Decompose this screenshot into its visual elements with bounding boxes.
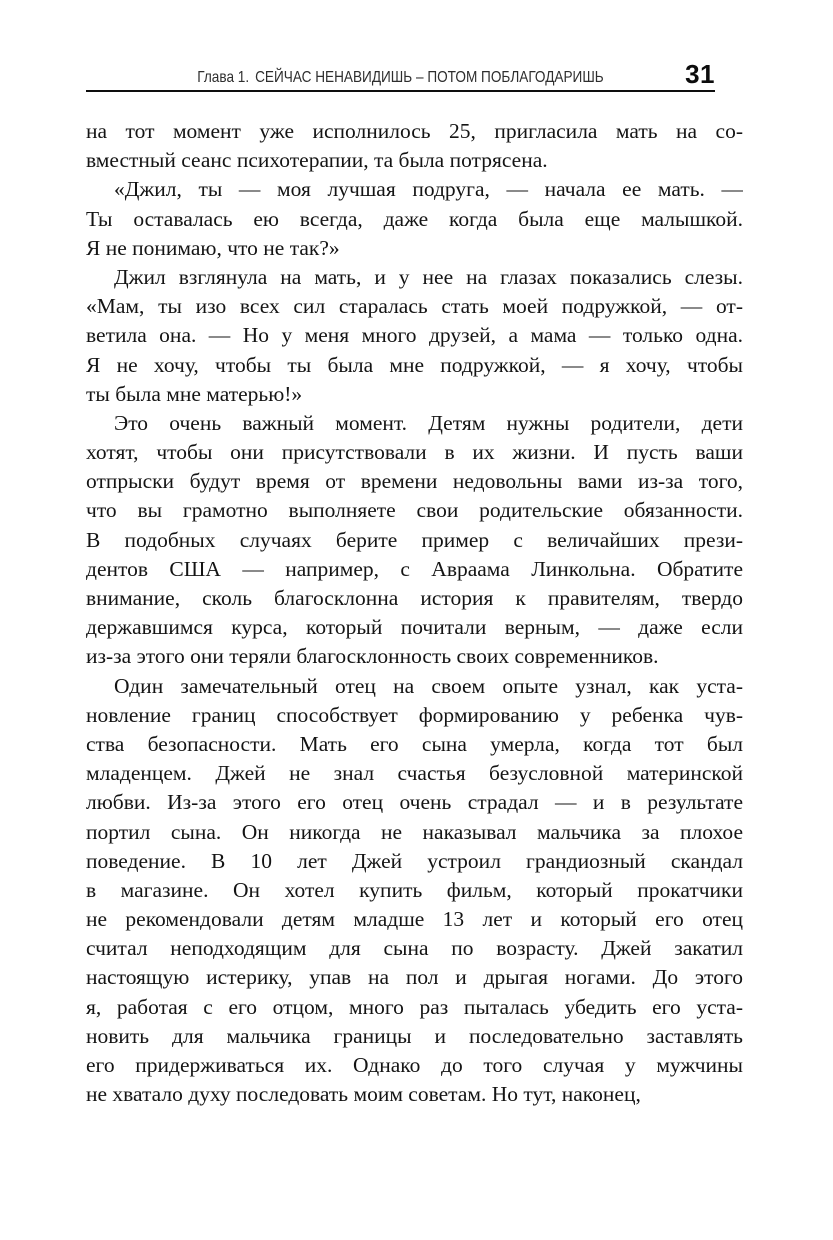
chapter-title: СЕЙЧАС НЕНАВИДИШЬ – ПОТОМ ПОБЛАГОДАРИШЬ: [255, 69, 604, 86]
text-line: державшимся курса, который почитали верным, — даже если: [86, 615, 743, 640]
text-line: Я не понимаю, что не так?»: [86, 235, 340, 260]
text-line: из-за этого они теряли благосклонность своих современников.: [86, 644, 659, 669]
body-text: [86, 117, 743, 1109]
text-line: на тот момент уже исполнилось 25, пригласила мать на со-: [86, 119, 743, 143]
text-line: поведение. В 10 лет Джей устроил грандиозный скандал: [86, 848, 743, 873]
paragraph: [86, 117, 743, 175]
paragraph: [86, 175, 743, 263]
text-line: считал неподходящим для сына по возрасту. Джей закатил: [86, 936, 743, 961]
text-line: дентов США — например, с Авраама Линкольна. Обратите: [86, 556, 743, 581]
text-line: Это очень важный момент. Детям нужны родители, дети: [114, 410, 743, 435]
text-line: хотят, чтобы они присутствовали в их жизни. И пусть ваши: [86, 440, 743, 465]
text-line: не рекомендовали детям младше 13 лет и который его отец: [86, 907, 743, 932]
running-head-title: [133, 69, 668, 87]
text-line: В подобных случаях берите пример с величайших прези-: [86, 527, 743, 552]
paragraph: [86, 263, 743, 409]
text-line: ства безопасности. Мать его сына умерла, когда тот был: [86, 731, 743, 756]
page-number: 31: [685, 59, 715, 89]
text-line: новление границ способствует формированию у ребенка чув-: [86, 702, 743, 727]
text-line: вместный сеанс психотерапии, та была потрясена.: [86, 148, 548, 173]
text-line: Джил взглянула на мать, и у нее на глазах показались слезы.: [114, 264, 743, 289]
text-line: внимание, сколь благосклонна история к правителям, твердо: [86, 586, 743, 610]
text-line: что вы грамотно выполняете свои родительские обязанности.: [86, 498, 743, 523]
text-line: младенцем. Джей не знал счастья безусловной материнской: [86, 761, 743, 786]
text-line: не хватало духу последовать моим советам. Но тут, наконец,: [86, 1082, 641, 1107]
text-line: в магазине. Он хотел купить фильм, который прокатчики: [86, 877, 743, 902]
paragraph: [86, 409, 743, 672]
paragraph: [86, 672, 743, 1110]
text-line: Один замечательный отец на своем опыте узнал, как уста-: [114, 673, 743, 698]
text-line: Я не хочу, чтобы ты была мне подружкой, — я хочу, чтобы: [86, 352, 743, 377]
text-line: портил сына. Он никогда не наказывал мальчика за плохое: [86, 819, 743, 844]
text-line: ты была мне матерью!»: [86, 381, 303, 406]
text-line: «Джил, ты — моя лучшая подруга, — начала ее мать. —: [114, 177, 743, 202]
text-line: его придерживаться их. Однако до того случая у мужчины: [86, 1053, 743, 1077]
text-line: новить для мальчика границы и последовательно заставлять: [86, 1023, 743, 1048]
text-line: я, работая с его отцом, много раз пыталась убедить его уста-: [86, 994, 743, 1019]
chapter-label: Глава 1.: [197, 69, 250, 86]
page-header: [86, 59, 715, 92]
text-line: «Мам, ты изо всех сил старалась стать моей подружкой, — от-: [86, 294, 743, 319]
text-line: настоящую истерику, упав на пол и дрыгая ногами. До этого: [86, 965, 743, 990]
text-line: любви. Из-за этого его отец очень страдал — и в результате: [86, 790, 743, 815]
text-line: ветила она. — Но у меня много друзей, а мама — только одна.: [86, 323, 743, 348]
text-line: отпрыски будут время от времени недовольны вами из-за того,: [86, 469, 743, 494]
text-line: Ты оставалась ею всегда, даже когда была еще малышкой.: [86, 206, 743, 231]
